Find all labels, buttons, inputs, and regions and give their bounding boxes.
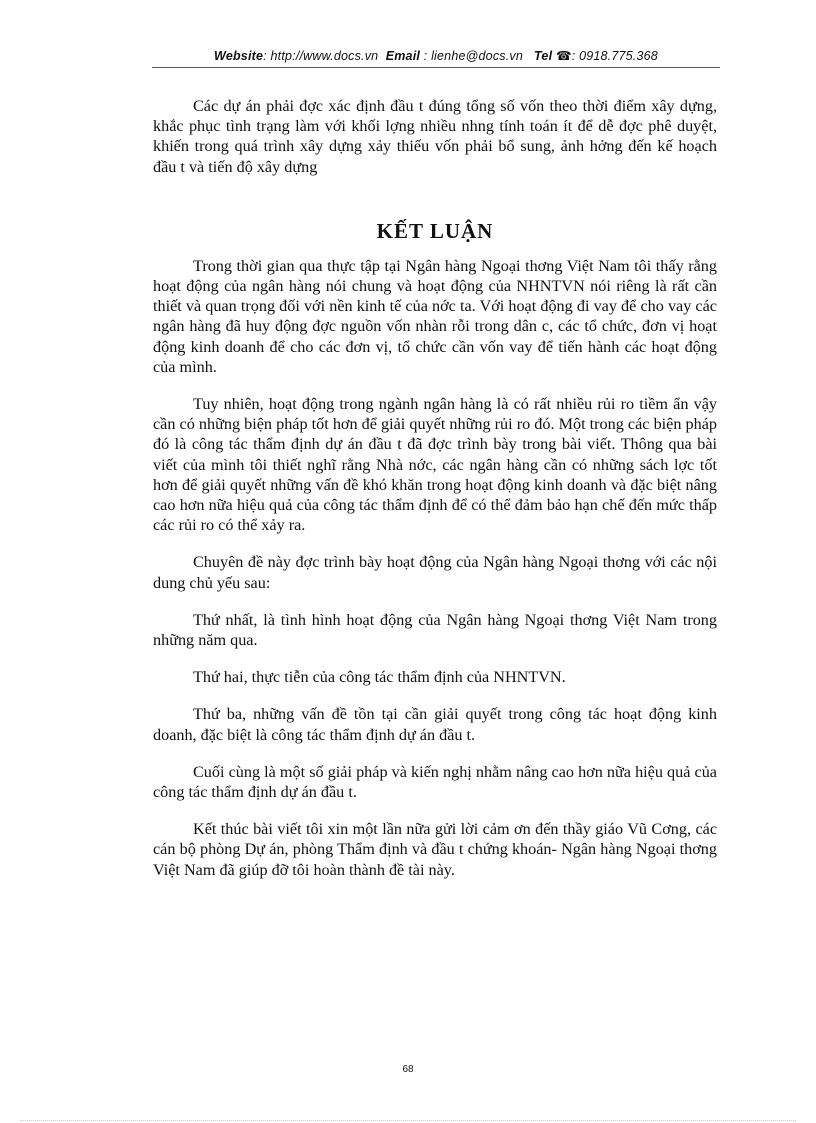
intro-paragraph: Các dự án phải đợc xác định đầu t đúng tổng số vốn theo thời điểm xây dựng, khắc phục tình trạng làm với khối lợng nhiều nhng tính toán ít để dễ đợc phê duyệt, khiến trong quá trình xây dựng xảy thiếu vốn phải bổ sung, ảnh hởng đến kế hoạch đầu t và tiến độ xây dựng (153, 97, 717, 176)
tel-label: Tel (534, 49, 553, 63)
body-paragraph: Chuyên đề này đợc trình bày hoạt động của Ngân hàng Ngoại thơng với các nội dung chủ yếu sau: (153, 553, 717, 592)
header-divider (152, 67, 720, 68)
page-content (153, 96, 717, 897)
page-number: 68 (402, 1064, 414, 1075)
body-paragraph: Tuy nhiên, hoạt động trong ngành ngân hàng là có rất nhiều rủi ro tiềm ẩn vậy cần có những biện pháp tốt hơn để giải quyết những rủi ro đó. Một trong các biện pháp đó là công tác thẩm định dự án đầu t đã đợc trình bày trong bài viết. Thông qua bài viết của mình tôi thiết nghĩ rằng Nhà nớc, các ngân hàng cần có những sách lợc tốt hơn để giải quyết những vấn đề khó khăn trong hoạt động kinh doanh và đặc biệt nâng cao hơn nữa hiệu quả của công tác thẩm định để có thể đảm bảo hạn chế đến mức thấp các rủi ro có thể xảy ra. (153, 395, 717, 535)
body-paragraph: Thứ hai, thực tiễn của công tác thẩm định của NHNTVN. (193, 668, 566, 687)
body-paragraph: Cuối cùng là một số giải pháp và kiến nghị nhằm nâng cao hơn nữa hiệu quả của công tác thẩm định dự án đầu t. (153, 762, 717, 802)
body-paragraph: Kết thúc bài viết tôi xin một lần nữa gửi lời cảm ơn đến thầy giáo Vũ Cơng, các cán bộ phòng Dự án, phòng Thẩm định và đầu t chứng khoán- Ngân hàng Ngoại thơng Việt Nam đã giúp đỡ tôi hoàn thành đề tài này. (153, 820, 717, 879)
section-title: KẾT LUẬN (376, 218, 494, 243)
website-value: : http://www.docs.vn (263, 49, 379, 63)
footer-divider (20, 1120, 796, 1121)
website-label: Website (214, 49, 264, 63)
body-paragraph: Thứ nhất, là tình hình hoạt động của Ngân hàng Ngoại thơng Việt Nam trong những năm qua. (153, 610, 717, 650)
email-value: : lienhe@docs.vn (423, 49, 524, 63)
email-label: Email (385, 49, 421, 63)
page-header (152, 48, 720, 63)
phone-icon: ☎ (555, 49, 572, 63)
tel-value: : 0918.775.368 (571, 49, 658, 63)
body-paragraph: Trong thời gian qua thực tập tại Ngân hàng Ngoại thơng Việt Nam tôi thấy rằng hoạt động của ngân hàng nói chung và hoạt động của NHNTVN nói riêng là rất cần thiết và quan trọng đối với nền kinh tế của nớc ta. Với hoạt động đi vay để cho vay các ngân hàng đã huy động đợc nguồn vốn nhàn rỗi trong dân c, các tổ chức, đơn vị hoạt động kinh doanh để cho các đơn vị, tổ chức cần vốn vay để tiến hành các hoạt động của mình. (153, 256, 717, 376)
body-paragraph: Thứ ba, những vấn đề tồn tại cần giải quyết trong công tác hoạt động kinh doanh, đặc biệt là công tác thẩm định dự án đầu t. (153, 705, 717, 744)
